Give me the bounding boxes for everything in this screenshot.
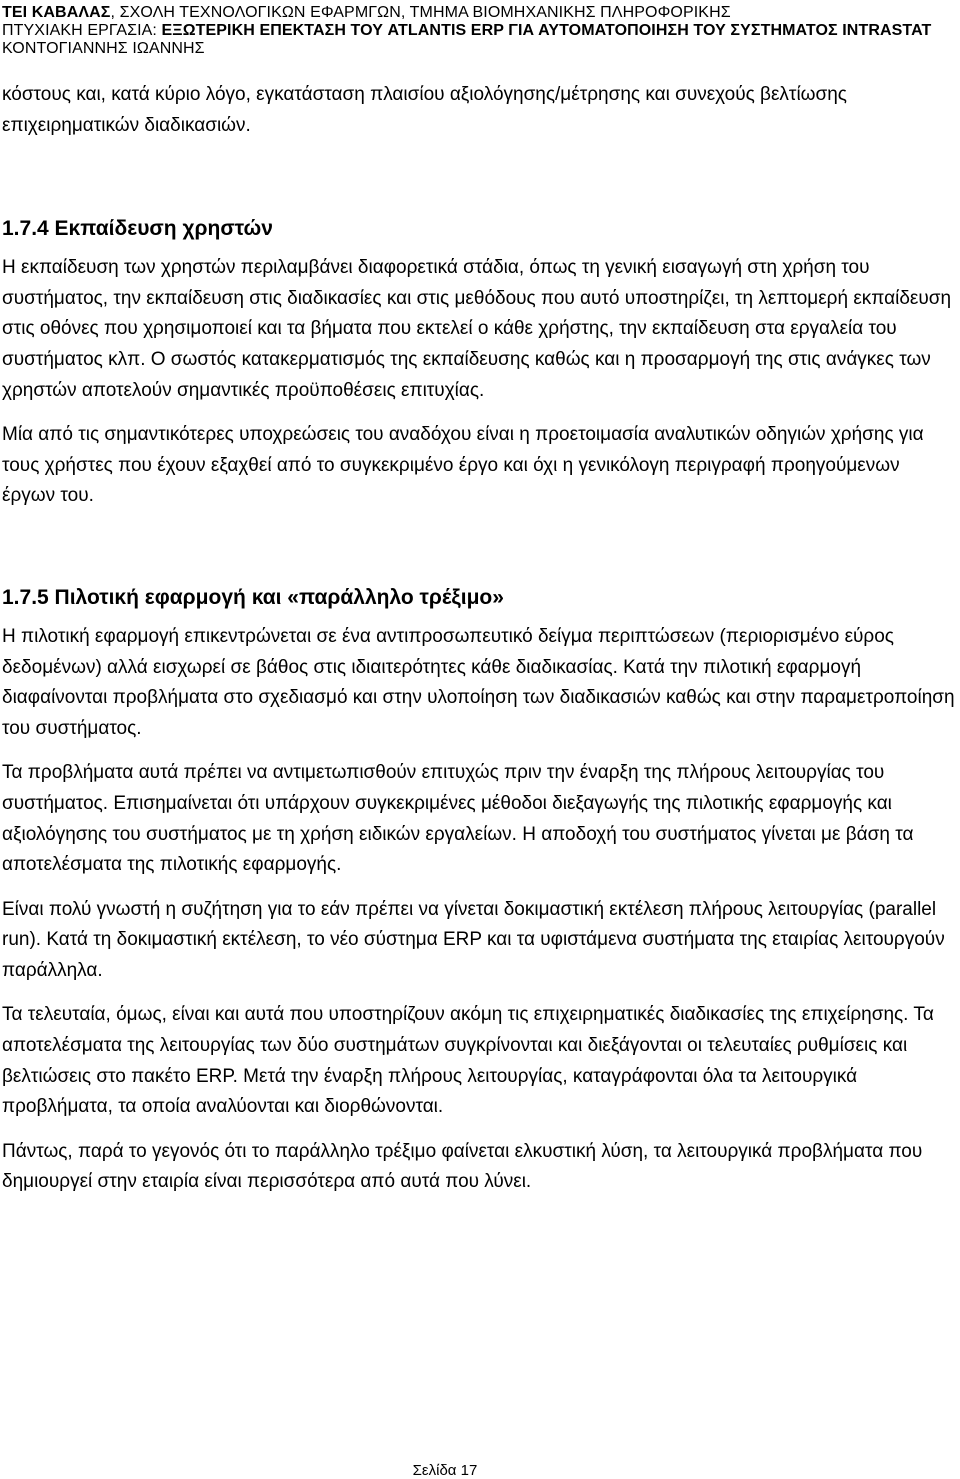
page-footer: [0, 1462, 960, 1479]
intro-continuation-paragraph: κόστους και, κατά κύριο λόγο, εγκατάσταση πλαισίου αξιολόγησης/μέτρησης και συνεχούς βελτίωσης επιχειρηματικών διαδικασιών.: [2, 84, 847, 136]
section-1-7-4-paragraph-1: Η εκπαίδευση των χρηστών περιλαμβάνει διαφορετικά στάδια, όπως τη γενική εισαγωγή στη χρήση του συστήματος, την εκπαίδευση στις διαδικασίες και στις μεθόδους που αυτό υποστηρίζει, τη λεπτομερή εκπαίδευση στις οθόνες που χρησιμοποιεί και τα βήματα που εκτελεί ο κάθε χρήστης, την εκπαίδευση στα εργαλεία του συστήματος κλπ. Ο σωστός κατακερματισμός της εκπαίδευσης καθώς και η προσαρμογή της στις ανάγκες των χρηστών αποτελούν σημαντικές προϋποθέσεις επιτυχίας.: [2, 257, 952, 401]
header-thesis-label: ΠΤΥΧΙΑΚΗ ΕΡΓΑΣΙΑ:: [2, 22, 162, 39]
header-thesis-title: ΕΞΩΤΕΡΙΚΗ ΕΠΕΚΤΑΣΗ ΤΟΥ ATLANTIS ERP ΓΙΑ ΑΥΤΟΜΑΤΟΠΟΙΗΣΗ ΤΟΥ ΣΥΣΤΗΜΑΤΟΣ INTRASTAT: [161, 22, 932, 39]
running-header: [2, 4, 958, 58]
header-institution-name: ΤΕΙ ΚΑΒΑΛΑΣ: [2, 4, 111, 21]
header-author: ΚΟΝΤΟΓΙΑΝΝΗΣ ΙΩΑΝΝΗΣ: [2, 40, 205, 57]
section-heading-1-7-4: 1.7.4 Εκπαίδευση χρηστών: [2, 217, 273, 241]
page-number: Σελίδα 17: [412, 1462, 478, 1479]
header-thesis-line: [2, 22, 958, 40]
page-body: [2, 80, 956, 1198]
section-1-7-5-paragraph-1: Η πιλοτική εφαρμογή επικεντρώνεται σε ένα αντιπροσωπευτικό δείγμα περιπτώσεων (περιορισμένο εύρος δεδομένων) αλλά εισχωρεί σε βάθος στις ιδιαιτερότητες κάθε διαδικασίας. Κατά την πιλοτική εφαρμογή διαφαίνονται προβλήματα στο σχεδιασμό και στην υλοποίηση των διαδικασιών καθώς και στην παραμετροποίηση του συστήματος.: [2, 625, 955, 739]
section-1-7-5-paragraph-4: Τα τελευταία, όμως, είναι και αυτά που υποστηρίζουν ακόμη τις επιχειρηματικές διαδικασίες της επιχείρησης. Τα αποτελέσματα της λειτουργίας των δύο συστημάτων συγκρίνονται και διεξάγονται οι τελευταίες ρυθμίσεις και βελτιώσεις στο πακέτο ERP. Μετά την έναρξη πλήρους λειτουργίας, καταγράφονται όλα τα λειτουργικά προβλήματα, τα οποία αναλύονται και διορθώνονται.: [2, 1004, 934, 1118]
header-institution-line: [2, 4, 958, 22]
section-1-7-5-paragraph-3: Είναι πολύ γνωστή η συζήτηση για το εάν πρέπει να γίνεται δοκιμαστική εκτέλεση πλήρους λειτουργίας (parallel run). Κατά τη δοκιμαστική εκτέλεση, το νέο σύστημα ERP και τα υφιστάμενα συστήματα της εταιρίας λειτουργούν παράλληλα.: [2, 898, 945, 981]
header-department: , ΣΧΟΛΗ ΤΕΧΝΟΛΟΓΙΚΩΝ ΕΦΑΡΜΓΩΝ, ΤΜΗΜΑ ΒΙΟΜΗΧΑΝΙΚΗΣ ΠΛΗΡΟΦΟΡΙΚΗΣ: [110, 4, 731, 21]
section-1-7-5-paragraph-2: Τα προβλήματα αυτά πρέπει να αντιμετωπισθούν επιτυχώς πριν την έναρξη της πλήρους λειτουργίας του συστήματος. Επισημαίνεται ότι υπάρχουν συγκεκριμένες μέθοδοι διεξαγωγής της πιλοτικής εφαρμογής και αξιολόγησης του συστήματος με τη χρήση ειδικών εργαλείων. Η αποδοχή του συστήματος γίνεται με βάση τα αποτελέσματα της πιλοτικής εφαρμογής.: [2, 762, 914, 876]
section-1-7-4-paragraph-2: Μία από τις σημαντικότερες υποχρεώσεις του αναδόχου είναι η προετοιμασία αναλυτικών οδηγιών χρήσης για τους χρήστες που έχουν εξαχθεί από το συγκεκριμένο έργο και όχι η γενικόλογη περιγραφή προηγούμενων έργων του.: [2, 424, 924, 507]
section-1-7-5-paragraph-5: Πάντως, παρά το γεγονός ότι το παράλληλο τρέξιμο φαίνεται ελκυστική λύση, τα λειτουργικά προβλήματα που δημιουργεί στην εταιρία είναι περισσότερα από αυτά που λύνει.: [2, 1140, 923, 1193]
section-heading-1-7-5: 1.7.5 Πιλοτική εφαρμογή και «παράλληλο τρέξιμο»: [2, 585, 504, 609]
